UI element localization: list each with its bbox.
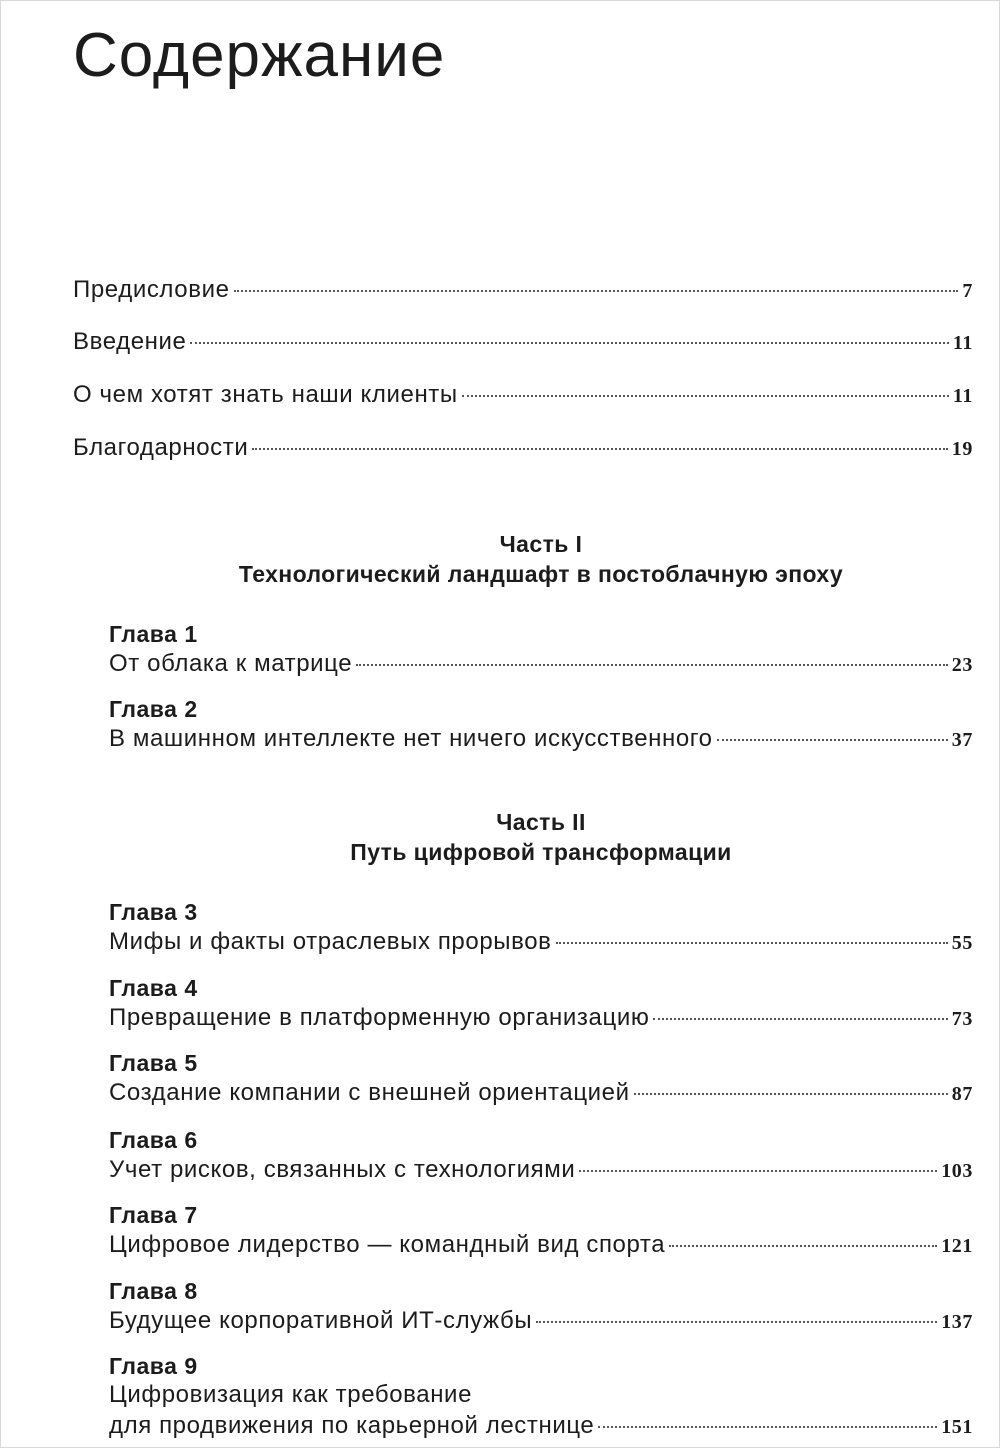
page-title: Содержание [73,21,446,90]
toc-entry-page: 137 [941,1311,973,1333]
toc-entry[interactable] [109,1155,973,1186]
toc-entry-page: 73 [951,1008,973,1030]
toc-entry-page: 151 [941,1416,973,1438]
dot-leader [579,1170,937,1172]
chapter-label: Глава 4 [109,975,198,1001]
toc-entry-page: 11 [952,332,973,354]
toc-entry-title: Предисловие [73,276,230,303]
toc-entry-title: Благодарности [73,434,249,461]
dot-leader [669,1245,937,1247]
chapter-label: Глава 6 [109,1127,198,1153]
part-heading [73,807,1000,867]
chapter-label: Глава 8 [109,1278,198,1304]
dot-leader [634,1093,948,1095]
dot-leader [653,1018,947,1020]
toc-entry-page: 11 [952,385,973,407]
toc-entry-title-line1: Цифровизация как требование [109,1381,473,1408]
toc-entry-title: Создание компании с внешней ориентацией [109,1079,630,1106]
dot-leader [598,1426,937,1428]
dot-leader [717,739,948,741]
toc-entry-page: 23 [951,654,973,676]
toc-entry-page: 121 [941,1235,973,1257]
toc-entry[interactable] [109,1003,973,1034]
chapter-label: Глава 9 [109,1353,198,1379]
toc-entry[interactable] [109,1411,973,1442]
toc-entry-title: О чем хотят знать наши клиенты [73,381,458,408]
toc-entry[interactable] [109,724,973,755]
dot-leader [536,1321,937,1323]
toc-entry-title: Учет рисков, связанных с технологиями [109,1156,576,1183]
toc-entry-title: для продвижения по карьерной лестнице [109,1412,595,1439]
chapter-label: Глава 2 [109,696,198,722]
toc-entry[interactable] [109,649,973,680]
part-heading [73,529,1000,589]
part-label: Часть II [496,809,586,835]
toc-entry-title: Цифровое лидерство — командный вид спорта [109,1231,666,1258]
chapter-label: Глава 5 [109,1050,198,1076]
toc-entry[interactable] [73,380,973,411]
dot-leader [252,448,947,450]
chapter-label: Глава 3 [109,899,198,925]
toc-entry-title: От облака к матрице [109,650,353,677]
dot-leader [556,942,948,944]
toc-entry-title: Будущее корпоративной ИТ-службы [109,1307,533,1334]
toc-entry-page: 55 [951,932,973,954]
toc-entry[interactable] [73,327,973,358]
toc-entry-title: Мифы и факты отраслевых прорывов [109,928,552,955]
dot-leader [462,395,949,397]
toc-entry[interactable] [109,927,973,958]
toc-entry-page: 37 [951,729,973,751]
toc-entry-title: Превращение в платформенную организацию [109,1004,650,1031]
toc-entry[interactable] [109,1306,973,1337]
toc-entry[interactable] [109,1078,973,1109]
part-label: Часть I [499,531,583,557]
toc-entry-page: 7 [962,280,973,302]
toc-entry-page: 87 [951,1083,973,1105]
toc-entry[interactable] [73,275,973,306]
toc-entry[interactable] [73,433,973,464]
dot-leader [356,664,948,666]
toc-entry-title: В машинном интеллекте нет ничего искусственного [109,725,713,752]
chapter-label: Глава 1 [109,621,198,647]
chapter-label: Глава 7 [109,1202,198,1228]
toc-entry-page: 19 [951,438,973,460]
toc-entry-title: Введение [73,328,187,355]
toc-entry-page: 103 [941,1160,973,1182]
part-title: Путь цифровой трансформации [350,839,732,865]
part-title: Технологический ландшафт в постоблачную эпоху [238,561,844,587]
dot-leader [234,290,959,292]
toc-entry[interactable] [109,1230,973,1261]
dot-leader [190,342,948,344]
